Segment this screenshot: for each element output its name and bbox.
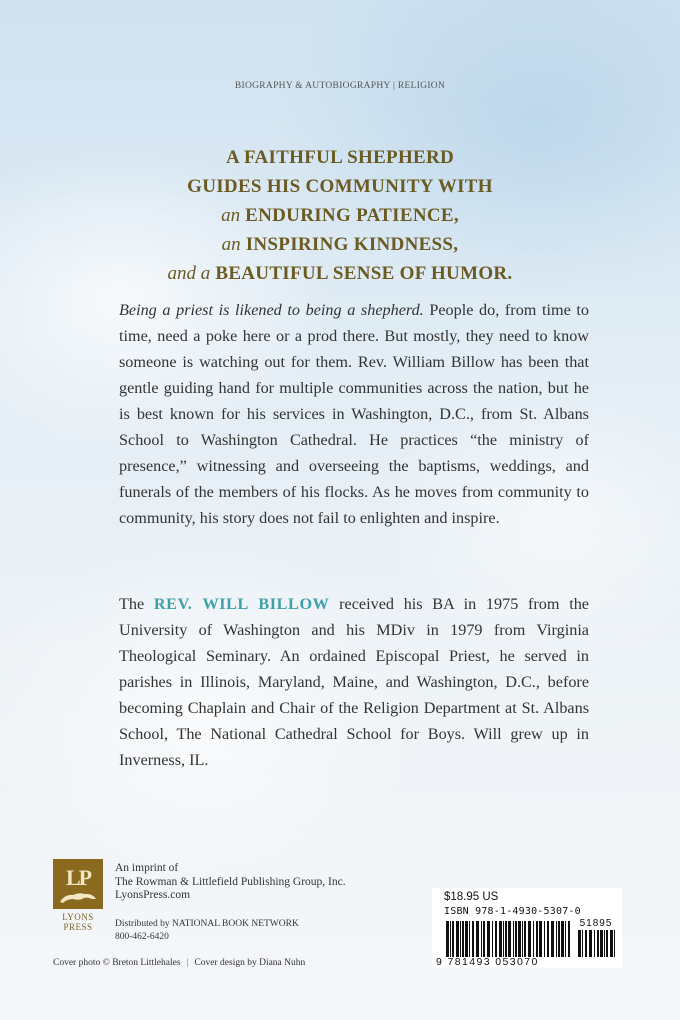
price-label: $18.95 US	[444, 891, 499, 903]
barcode-panel	[432, 888, 622, 968]
description-body: People do, from time to time, need a poke here or a prod there. But mostly, they need to know someone is watching out for them. Rev. William Billow has been that gentle guiding hand for multiple communities across the nation, but he is best known for his services in Washington, D.C., from St. Albans School to Washington Cathedral. He practices “the ministry of presence,” witnessing and overseeing the baptisms, weddings, and funerals of the members of his flocks. As he moves from community to community, his story does not fail to enlighten and inspire.	[119, 301, 589, 527]
author-name: REV. WILL BILLOW	[153, 595, 330, 613]
price-addon-digits: 51895	[579, 918, 613, 929]
imprint-line-2: The Rowman & Littlefield Publishing Group, Inc.	[115, 875, 346, 888]
bio-body: received his BA in 1975 from the University of Washington and his MDiv in 1979 from Virginia Theological Seminary. An ordained Episcopal Priest, he served in parishes in Illinois, Maryland, Maine, and Washington, D.C., before becoming Chaplain and Chair of the Religion Department at St. Albans School, The National Cathedral School for Boys. Will grew up in Inverness, IL.	[119, 595, 589, 769]
bio-lead: The	[119, 595, 154, 613]
headline	[0, 143, 680, 288]
headline-line-3-italic: an	[221, 205, 241, 226]
headline-line-2: GUIDES HIS COMMUNITY WITH	[187, 176, 493, 197]
isbn-label: ISBN 978-1-4930-5307-0	[444, 906, 581, 917]
headline-line-4	[0, 230, 680, 259]
addon-barcode	[578, 930, 616, 957]
logo-letters: LP	[65, 865, 91, 890]
description-italic-lead: Being a priest is likened to being a shepherd.	[119, 301, 424, 319]
logo-wordmark	[53, 912, 103, 932]
logo-emblem	[53, 859, 103, 909]
design-credit: Cover design by Diana Nuhn	[194, 958, 306, 968]
headline-line-3-bold: ENDURING PATIENCE,	[245, 205, 459, 226]
headline-line-4-bold: INSPIRING KINDNESS,	[245, 234, 459, 255]
logo-line-1: LYONS	[62, 912, 94, 922]
headline-line-5	[0, 259, 680, 288]
category-label: BIOGRAPHY & AUTOBIOGRAPHY | RELIGION	[234, 81, 446, 91]
imprint-line-1: An imprint of	[115, 862, 179, 874]
headline-line-1: A FAITHFUL SHEPHERD	[225, 147, 455, 168]
cover-credits	[53, 958, 305, 968]
credit-separator: |	[186, 958, 189, 968]
author-bio-paragraph	[119, 591, 589, 773]
headline-line-4-italic: an	[221, 234, 241, 255]
distribution-block	[115, 918, 299, 944]
distributor-line: Distributed by NATIONAL BOOK NETWORK	[115, 919, 299, 929]
headline-line-3	[0, 201, 680, 230]
ean-digits: 9 781493 053070	[436, 956, 539, 968]
lion-icon	[59, 890, 97, 904]
headline-line-5-bold: BEAUTIFUL SENSE OF HUMOR.	[215, 263, 513, 284]
publisher-website: LyonsPress.com	[115, 889, 191, 901]
ean-barcode	[446, 921, 572, 957]
photo-credit: Cover photo © Breton Littlehales	[53, 958, 181, 968]
imprint-block	[115, 862, 346, 903]
headline-line-5-italic: and a	[167, 263, 211, 284]
logo-line-2: PRESS	[63, 922, 93, 932]
publisher-logo	[53, 859, 103, 931]
description-paragraph	[119, 297, 589, 531]
distributor-phone: 800-462-6420	[115, 932, 169, 942]
